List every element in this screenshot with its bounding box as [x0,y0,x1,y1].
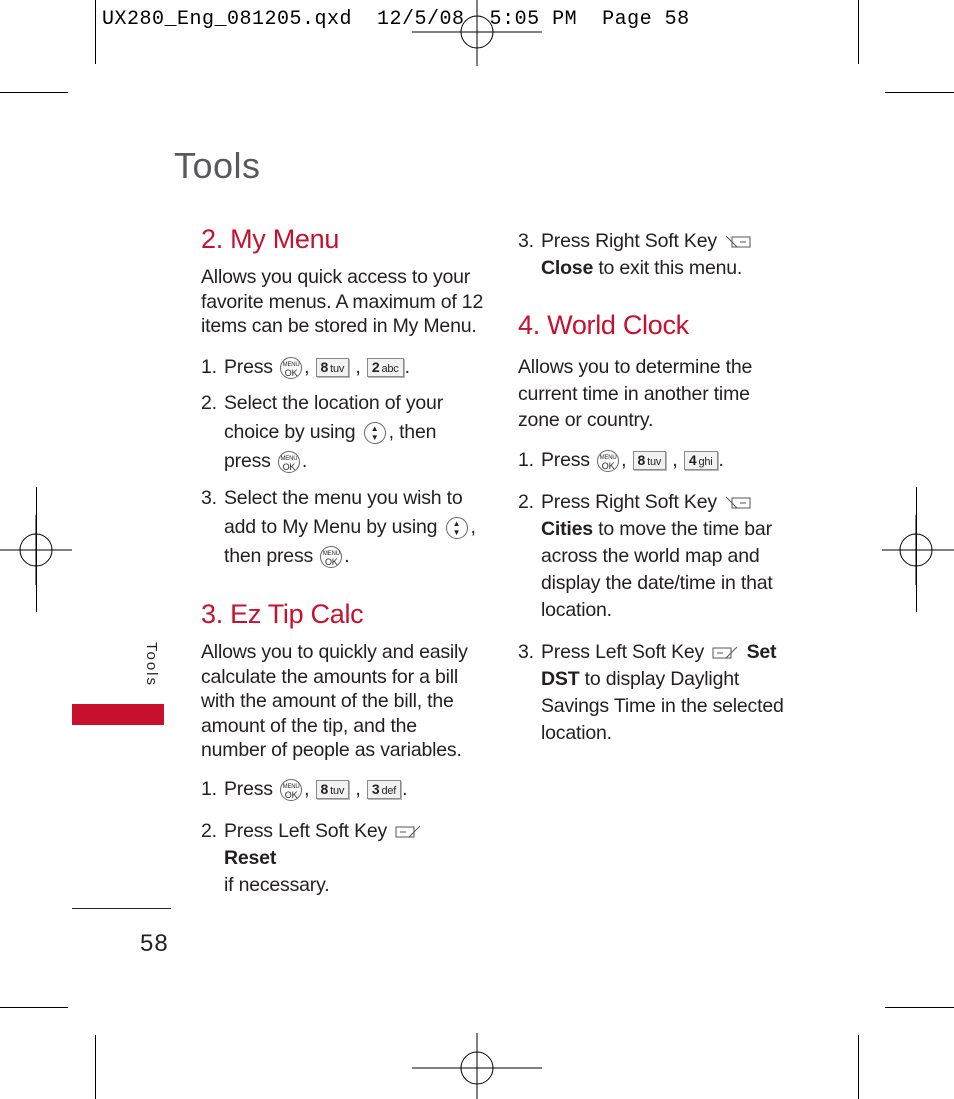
my-menu-step-2: 2. Select the location of your choice by using ▲ ▼ , then press MENU OK . [201,392,443,472]
my-menu-step-1: 1. Press MENU OK , 8 tuv , 2 abc . [201,356,410,378]
key-4-icon: 4 ghi [684,451,718,470]
ez-tip-calc-description: Allows you to quickly and easily calculate the amounts for a bill with the amount of the bill, the amount of the tip, and the number of people as variables. [201,641,468,761]
menu-ok-key-icon: MENU OK [278,451,300,473]
section-title-world-clock: 4. World Clock [518,310,689,340]
world-clock-step-1: 1. Press MENU OK , 8 tuv , 4 ghi . [518,449,724,471]
ez-tip-calc-step-2: 2. Press Left Soft Key Reset if necessary. [201,818,476,874]
side-tab-label: Tools [143,642,160,688]
world-clock-step-2: 2. Press Right Soft Key Cities to move the time bar across the world map and display the date/time in that location. [518,491,773,621]
ez-tip-calc-step-1: 1. Press MENU OK , 8 tuv , 3 def . [201,778,408,800]
navigation-key-icon: ▲ ▼ [364,422,386,444]
world-clock-step-3: 3. Press Left Soft Key Set DST to display Daylight Savings Time in the selected location. [518,641,784,744]
menu-ok-key-icon: MENU OK [320,546,342,568]
registration-mark-icon [0,515,72,585]
section-title-ez-tip-calc: 3. Ez Tip Calc [201,599,364,629]
navigation-key-icon: ▲ ▼ [446,517,468,539]
menu-ok-key-icon: MENU OK [597,450,619,472]
page-title: Tools [174,145,261,186]
registration-mark-icon [412,1033,542,1099]
print-slug: UX280_Eng_081205.qxd 12/5/08 5:05 PM Page 58 [102,8,690,31]
right-soft-key-icon [725,496,751,510]
menu-ok-key-icon: MENU OK [280,779,302,801]
key-2-icon: 2 abc [367,358,404,377]
my-menu-step-3-continued: 3. Press Right Soft Key Close to exit this menu. [518,228,788,284]
key-8-icon: 8 tuv [633,451,667,470]
side-tab-bar [72,704,164,725]
registration-mark-icon [882,515,954,585]
key-3-icon: 3 def [367,780,401,799]
left-soft-key-icon [712,646,738,660]
registration-mark-icon [412,0,542,66]
section-title-my-menu: 2. My Menu [201,224,340,254]
menu-ok-key-icon: MENU OK [280,357,302,379]
my-menu-description: Allows you quick access to your favorite menus. A maximum of 12 items can be stored in My Menu. [201,266,484,337]
page-number: 58 [140,930,169,957]
key-8-icon: 8 tuv [316,780,350,799]
right-soft-key-icon [725,235,751,249]
footer-rule [72,908,171,909]
world-clock-description: Allows you to determine the current time in another time zone or country. [518,356,753,431]
key-8-icon: 8 tuv [316,358,350,377]
left-soft-key-icon [395,825,421,839]
my-menu-step-3: 3. Select the menu you wish to add to My Menu by using ▲ ▼ , then press MENU OK . [201,487,476,567]
